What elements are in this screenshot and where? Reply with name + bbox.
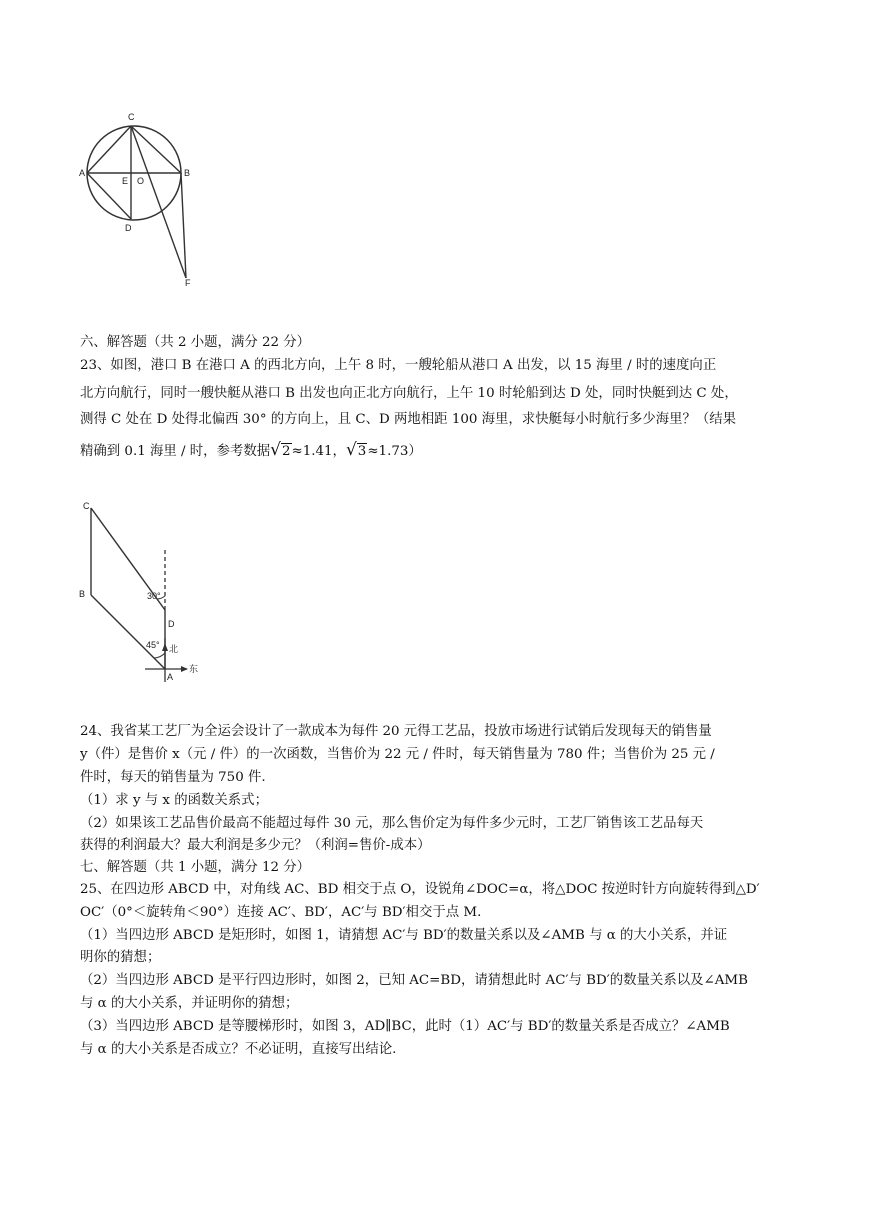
q24-part-1: （1）求 y 与 x 的函数关系式； [80,793,268,808]
q25-line-1: 25、在四边形 ABCD 中，对角线 AC、BD 相交于点 O，设锐角∠DOC=α，将△DOC 按逆时针方向旋转得到△D′ [80,882,760,897]
q24-line-3: 件时，每天的销售量为 750 件. [80,770,266,785]
east-arrow-icon [181,666,188,672]
label-d: D [125,223,132,233]
label-b: B [79,589,86,599]
sqrt-3: √3 [345,440,367,460]
label-f: F [185,278,191,288]
approx-1: ≈1.41， [291,444,346,459]
north-arrow-icon [162,643,168,651]
q23-line-2: 北方向航行，同时一艘快艇从港口 B 出发也向正北方向航行，上午 10 时轮船到达 D 处，同时快艇到达 C 处， [80,386,738,401]
navigation-figure [75,498,205,688]
q24-line-1: 24、我省某工艺厂为全运会设计了一款成本为每件 20 元得工艺品，投放市场进行试销后发现每天的销售量 [80,724,712,739]
q25-line-2: OC′（0°＜旋转角＜90°）连接 AC′、BD′，AC′与 BD′相交于点 M. [80,905,482,920]
q24-part-2b: 获得的利润最大？最大利润是多少元？（利润=售价-成本） [80,838,431,853]
label-c: C [83,501,90,511]
q25-part-3a: （3）当四边形 ABCD 是等腰梯形时，如图 3，AD∥BC，此时（1）AC′与 BD′的数量关系是否成立？∠AMB [80,1019,730,1034]
segment-cb [131,126,181,173]
q24-part-2a: （2）如果该工艺品售价最高不能超过每件 30 元，那么售价定为每件多少元时，工艺厂销售该工艺品每天 [80,816,704,831]
label-angle-45: 45° [146,640,160,650]
angle-45-arc [154,653,165,658]
circle-figure [78,100,208,290]
approx-2: ≈1.73） [367,444,422,459]
q23-line-1: 23、如图，港口 B 在港口 A 的西北方向，上午 8 时，一艘轮船从港口 A 出发，以 15 海里 / 时的速度向正 [80,358,717,373]
q23-line-3: 测得 C 处在 D 处得北偏西 30° 的方向上，且 C、D 两地相距 100 海里，求快艇每小时航行多少海里？（结果 [80,412,737,427]
segment-ba [91,595,165,669]
q25-part-1a: （1）当四边形 ABCD 是矩形时，如图 1，请猜想 AC′与 BD′的数量关系以及∠AMB 与 α 的大小关系，并证 [80,928,728,943]
label-c: C [128,112,135,122]
q25-part-1b: 明你的猜想； [80,950,161,965]
segment-cf [131,126,186,278]
section-seven-heading: 七、解答题（共 1 小题，满分 12 分） [80,860,311,875]
q23-line-4-text: 精确到 0.1 海里 / 时，参考数据 [80,444,271,459]
label-o: O [137,176,145,186]
label-north: 北 [169,644,179,654]
label-east: 东 [189,664,199,674]
sqrt-2: √2 [270,440,291,460]
q23-line-4 [80,440,422,462]
label-d: D [168,619,175,629]
q25-part-3b: 与 α 的大小关系是否成立？不必证明，直接写出结论. [80,1042,397,1057]
q25-part-2b: 与 α 的大小关系，并证明你的猜想； [80,996,299,1011]
q24-line-2: y（件）是售价 x（元 / 件）的一次函数，当售价为 22 元 / 件时，每天销售量为 780 件；当售价为 25 元 / [80,747,715,762]
label-b: B [184,168,191,178]
label-a: A [79,168,86,178]
segment-bf [181,173,186,278]
label-angle-30: 30° [147,591,161,601]
label-e: E [122,176,129,186]
label-a: A [167,672,174,682]
section-six-heading: 六、解答题（共 2 小题，满分 22 分） [80,335,311,350]
q25-part-2a: （2）当四边形 ABCD 是平行四边形时，如图 2，已知 AC=BD，请猜想此时 AC′与 BD′的数量关系以及∠AMB [80,973,748,988]
